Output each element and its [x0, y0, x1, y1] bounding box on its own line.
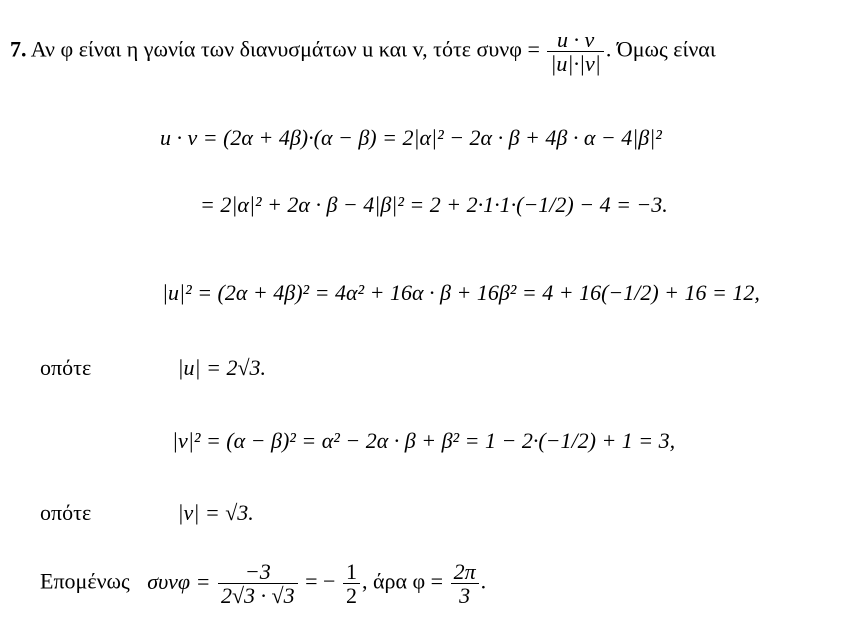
equation-dot-product	[160, 125, 662, 151]
half-numerator: 1	[343, 560, 360, 584]
equation-u-squared	[162, 280, 760, 306]
cos-fraction-denominator: |u|·|v|	[550, 51, 601, 77]
cos-fraction-numerator: u · v	[547, 28, 603, 52]
equals-minus: = −	[305, 568, 336, 594]
equation-u-norm	[40, 355, 266, 381]
phi-numerator: 2π	[451, 560, 479, 584]
final-fraction-denominator: 2√3 · √3	[220, 583, 295, 609]
half-fraction	[343, 560, 360, 607]
phi-denominator: 3	[459, 583, 471, 609]
equation-line-4: |u| = 2√3.	[177, 355, 267, 380]
final-fraction-numerator: −3	[218, 560, 298, 584]
so-label-2: οπότε	[40, 500, 92, 525]
equation-v-squared	[172, 428, 675, 454]
equation-dot-product-cont	[200, 192, 668, 218]
half-denominator: 2	[345, 583, 357, 609]
problem-intro: Αν φ είναι η γωνία των διανυσμάτων u και v, τότε συνφ =	[30, 36, 540, 62]
therefore-label: Επομένως	[40, 568, 130, 594]
cos-fraction	[547, 28, 603, 75]
equation-line-3: |u|² = (2α + 4β)² = 4α² + 16α · β + 16β² = 4 + 16(−1/2) + 16 = 12,	[162, 280, 760, 305]
cos-phi-label: συνφ =	[147, 568, 211, 594]
therefore-phi: , άρα φ =	[361, 568, 444, 594]
final-period: .	[480, 568, 487, 594]
equation-final	[40, 560, 486, 607]
problem-number: 7.	[10, 36, 27, 62]
equation-line-5: |v|² = (α − β)² = α² − 2α · β + β² = 1 − 2·(−1/2) + 1 = 3,	[172, 428, 676, 453]
problem-statement	[10, 28, 716, 75]
equation-v-norm	[40, 500, 254, 526]
equation-line-2: = 2|α|² + 2α · β − 4|β|² = 2 + 2·1·1·(−1/2) − 4 = −3.	[200, 192, 668, 217]
phi-fraction	[451, 560, 479, 607]
problem-after: . Όμως είναι	[605, 36, 716, 62]
equation-line-6: |v| = √3.	[177, 500, 254, 525]
so-label-1: οπότε	[40, 355, 92, 380]
equation-line-1: u · v = (2α + 4β)·(α − β) = 2|α|² − 2α · β + 4β · α − 4|β|²	[160, 125, 662, 150]
final-fraction	[218, 560, 298, 607]
